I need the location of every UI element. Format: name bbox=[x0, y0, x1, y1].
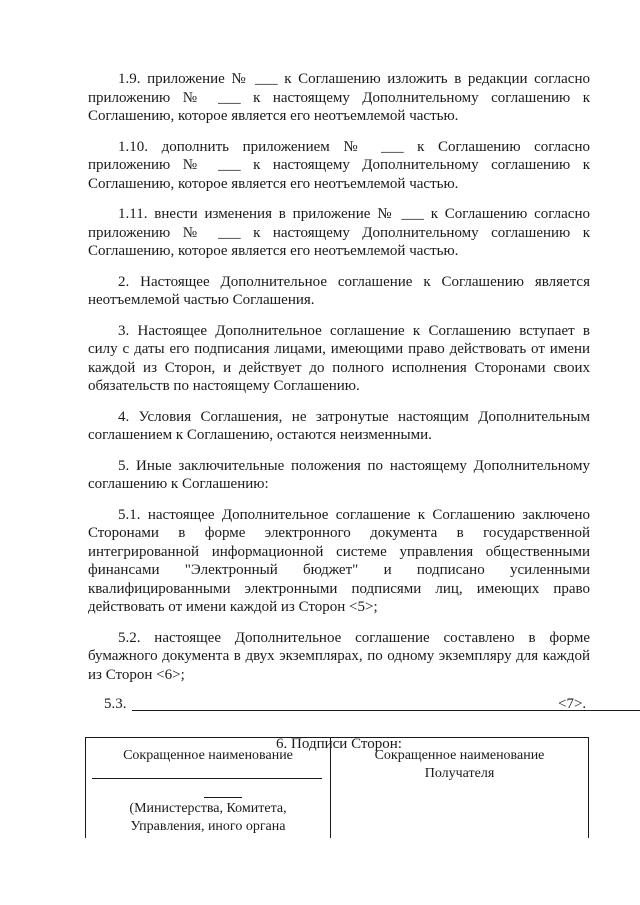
paragraph-2: 2. Настоящее Дополнительное соглашение к Соглашению является неотъемлемой частью Соглашения. bbox=[88, 273, 590, 308]
paragraph-5: 5. Иные заключительные положения по настоящему Дополнительному соглашению к Соглашению: bbox=[88, 457, 590, 492]
signature-cell-right bbox=[331, 738, 588, 838]
paragraph-1-9: 1.9. приложение № ___ к Соглашению изложить в редакции согласно приложению № ___ к настоящему Дополнительному соглашению к Соглашению, которое является его неотъемлемой частью. bbox=[88, 71, 590, 124]
paragraph-5-2: 5.2. настоящее Дополнительное соглашение составлено в форме бумажного документа в двух экземплярах, по одному экземпляру для каждой из Сторон <6>; bbox=[88, 629, 590, 683]
signature-cell-left bbox=[86, 738, 331, 838]
signatures-table bbox=[85, 737, 589, 838]
left-short-blank-line bbox=[204, 797, 242, 798]
item-5-3-number: 5.3. bbox=[104, 696, 127, 712]
item-5-3-reference: <7>. bbox=[558, 696, 587, 712]
paragraph-1-10: 1.10. дополнить приложением № ___ к Соглашению согласно приложению № ___ к настоящему Дополнительному соглашению к Соглашению, которое является его неотъемлемой частью. bbox=[88, 138, 590, 192]
signatures-heading: 6. Подписи Сторон: bbox=[276, 736, 402, 752]
paragraph-4: 4. Условия Соглашения, не затронутые настоящим Дополнительным соглашением к Соглашению, остаются неизменными. bbox=[88, 408, 590, 443]
right-title-line-2: Получателя bbox=[424, 766, 495, 781]
document-body bbox=[88, 70, 590, 767]
paragraph-5-3 bbox=[88, 696, 590, 716]
paragraph-5-1: 5.1. настоящее Дополнительное соглашение к Соглашению заключено Сторонами в форме электронного документа в государственной интегрированной информационной системе управления общественными финансами "Электронный бюджет" и подписано усиленными квалифицированными электронными подписями лиц, имеющих право действовать от имени каждой из Сторон <5>; bbox=[88, 506, 590, 615]
paragraph-3: 3. Настоящее Дополнительное соглашение к Соглашению вступает в силу с даты его подписания лицами, имеющими право действовать от имени каждой из Сторон, и действует до полного исполнения Сторонами своих обязательств по настоящему Соглашению. bbox=[88, 322, 590, 394]
paragraph-1-11: 1.11. внести изменения в приложение № ___ к Соглашению согласно приложению № ___ к настоящему Дополнительному соглашению к Соглашению, которое является его неотъемлемой частью. bbox=[88, 206, 590, 259]
right-title-line-1: Сокращенное наименование bbox=[374, 748, 545, 763]
left-title: Сокращенное наименование bbox=[123, 748, 293, 763]
left-note-line-1: (Министерства, Комитета, bbox=[129, 801, 287, 816]
left-name-blank-line bbox=[92, 778, 322, 779]
left-note-line-2: Управления, иного органа bbox=[130, 819, 286, 834]
